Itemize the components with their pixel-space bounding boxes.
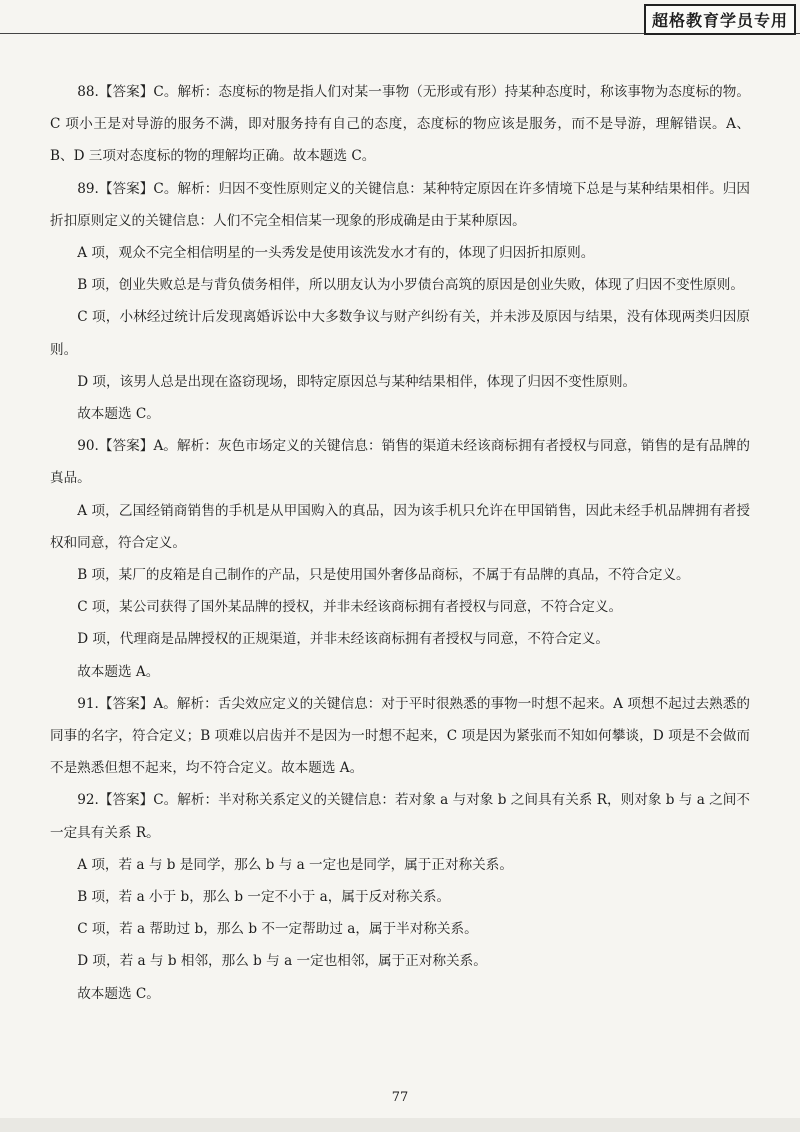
answer-89: 89.【答案】C。解析：归因不变性原则定义的关键信息：某种特定原因在许多情境下总是与某种结果相伴。归因折扣原则定义的关键信息：人们不完全相信某一现象的形成确是由于某种原因。 <box>50 180 750 229</box>
answer-92-option-c: C 项，若 a 帮助过 b，那么 b 不一定帮助过 a，属于半对称关系。 <box>77 921 478 938</box>
answer-90-option-d: D 项，代理商是品牌授权的正规渠道，并非未经该商标拥有者授权与同意，不符合定义。 <box>77 631 609 648</box>
answer-92-conclusion: 故本题选 C。 <box>77 985 160 1002</box>
answer-90-conclusion: 故本题选 A。 <box>77 663 160 680</box>
answer-89-option-b: B 项，创业失败总是与背负债务相伴，所以朋友认为小罗债台高筑的原因是创业失败，体现了归因不变性原则。 <box>77 277 744 294</box>
answer-89-option-a: A 项，观众不完全相信明星的一头秀发是使用该洗发水才有的，体现了归因折扣原则。 <box>77 245 595 262</box>
answer-90-option-a: A 项，乙国经销商销售的手机是从甲国购入的真品，因为该手机只允许在甲国销售，因此未经手机品牌拥有者授权和同意，符合定义。 <box>50 502 750 551</box>
page-number: 77 <box>391 1090 409 1105</box>
answer-92-option-b: B 项，若 a 小于 b，那么 b 一定不小于 a，属于反对称关系。 <box>77 889 451 906</box>
answer-88: 88.【答案】C。解析：态度标的物是指人们对某一事物（无形或有形）持某种态度时，称该事物为态度标的物。C 项小王是对导游的服务不满，即对服务持有自己的态度，态度标的物应该是服务，而不是导游，理解错误。A、B、D 三项对态度标的物的理解均正确。故本题选 C。 <box>50 84 750 165</box>
answer-89-option-d: D 项，该男人总是出现在盗窃现场，即特定原因总与某种结果相伴，体现了归因不变性原则。 <box>77 373 637 390</box>
answer-90-option-b: B 项，某厂的皮箱是自己制作的产品，只是使用国外奢侈品商标，不属于有品牌的真品，不符合定义。 <box>77 567 690 584</box>
document-body <box>50 76 750 1010</box>
answer-92-option-d: D 项，若 a 与 b 相邻，那么 b 与 a 一定也相邻，属于正对称关系。 <box>77 953 487 970</box>
answer-92: 92.【答案】C。解析：半对称关系定义的关键信息：若对象 a 与对象 b 之间具有关系 R，则对象 b 与 a 之间不一定具有关系 R。 <box>50 792 750 841</box>
answer-90: 90.【答案】A。解析：灰色市场定义的关键信息：销售的渠道未经该商标拥有者授权与同意，销售的是有品牌的真品。 <box>50 438 750 487</box>
answer-90-option-c: C 项，某公司获得了国外某品牌的授权，并非未经该商标拥有者授权与同意，不符合定义。 <box>77 599 623 616</box>
answer-89-option-c: C 项，小林经过统计后发现离婚诉讼中大多数争议与财产纠纷有关，并未涉及原因与结果，没有体现两类归因原则。 <box>50 309 750 358</box>
answer-91: 91.【答案】A。解析：舌尖效应定义的关键信息：对于平时很熟悉的事物一时想不起来。A 项想不起过去熟悉的同事的名字，符合定义；B 项难以启齿并不是因为一时想不起来，C 项是因为紧张而不知如何攀谈，D 项是不会做而不是熟悉但想不起来，均不符合定义。故本题选 A。 <box>50 695 750 777</box>
answer-89-conclusion: 故本题选 C。 <box>77 406 160 423</box>
header-badge: 超格教育学员专用 <box>644 4 796 35</box>
answer-92-option-a: A 项，若 a 与 b 是同学，那么 b 与 a 一定也是同学，属于正对称关系。 <box>77 856 513 873</box>
scan-bottom-edge <box>0 1118 800 1132</box>
